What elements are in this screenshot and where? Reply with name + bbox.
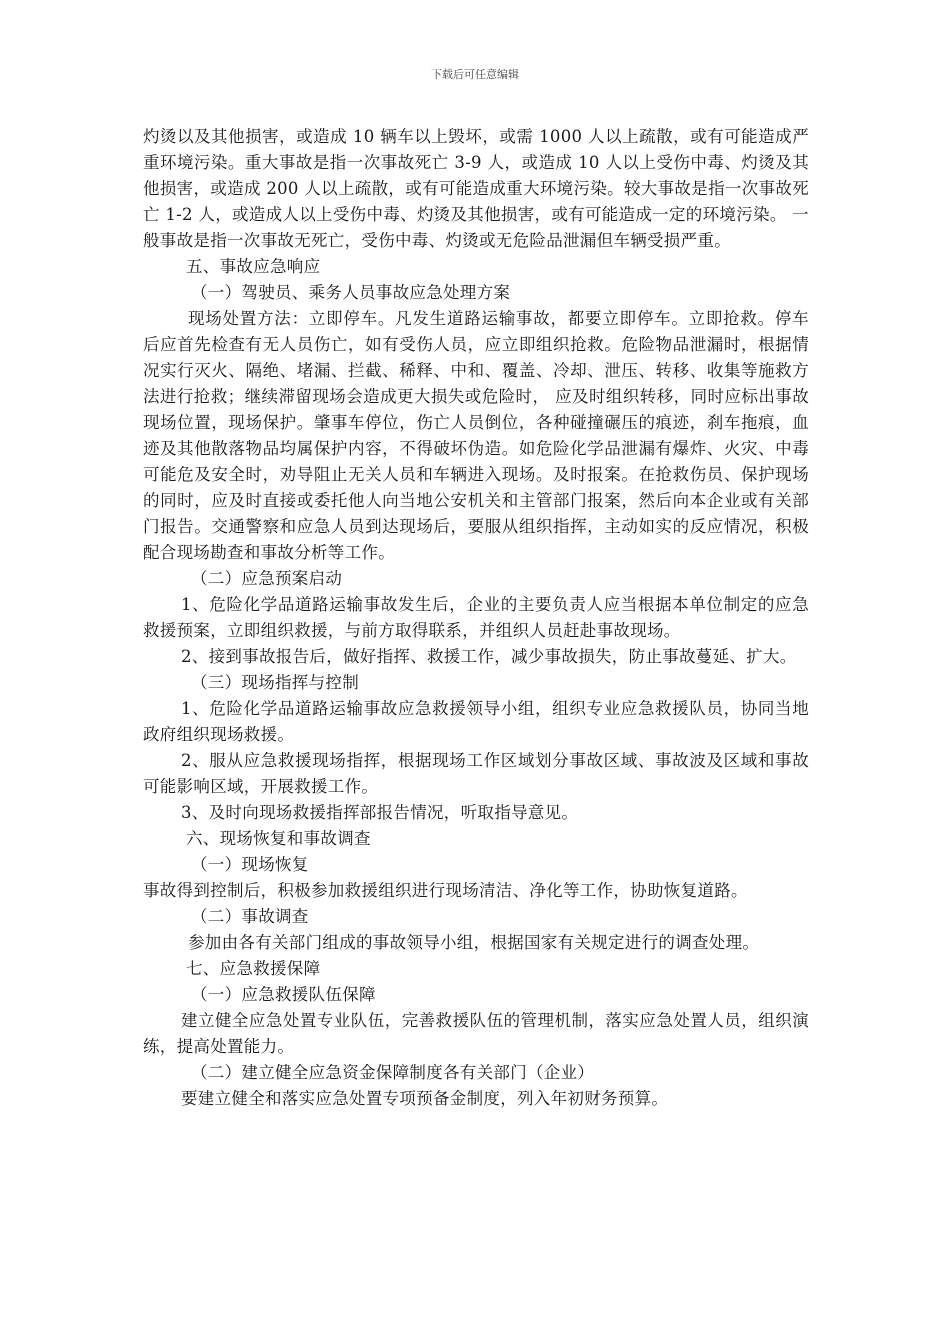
- document-body: [143, 124, 809, 1112]
- paragraph-team-guarantee: 建立健全应急处置专业队伍，完善救援队伍的管理机制，落实应急处置人员，组织演练，提高处置能力。: [143, 1011, 809, 1056]
- paragraph-fund-guarantee: 要建立健全和落实应急处置专项预备金制度，列入年初财务预算。: [181, 1089, 669, 1108]
- subsection-heading-7-1: （一）应急救援队伍保障: [191, 985, 376, 1004]
- subsection-heading-7-2: （二）建立健全应急资金保障制度各有关部门（企业）: [191, 1063, 595, 1082]
- paragraph-command-item-2: 2、服从应急救援现场指挥，根据现场工作区域划分事故区域、事故波及区域和事故可能影响区域，开展救援工作。: [143, 751, 809, 796]
- paragraph-command-item-1: 1、危险化学品道路运输事故应急救援领导小组，组织专业应急救援队员，协同当地政府组织现场救援。: [143, 699, 809, 744]
- section-heading-6: 六、现场恢复和事故调查: [186, 829, 371, 848]
- subsection-heading-5-1: （一）驾驶员、乘务人员事故应急处理方案: [191, 283, 511, 302]
- subsection-heading-6-1: （一）现场恢复: [191, 855, 309, 874]
- paragraph-investigation: 参加由各有关部门组成的事故领导小组，根据国家有关规定进行的调查处理。: [188, 933, 760, 952]
- subsection-heading-6-2: （二）事故调查: [191, 907, 309, 926]
- subsection-heading-5-3: （三）现场指挥与控制: [191, 673, 359, 692]
- section-heading-7: 七、应急救援保障: [186, 959, 321, 978]
- paragraph-plan-item-2: 2、接到事故报告后，做好指挥、救援工作，减少事故损失，防止事故蔓延、扩大。: [181, 647, 797, 666]
- paragraph-plan-item-1: 1、危险化学品道路运输事故发生后，企业的主要负责人应当根据本单位制定的应急救援预案，立即组织救援，与前方取得联系，并组织人员赶赴事故现场。: [143, 595, 809, 640]
- subsection-heading-5-2: （二）应急预案启动: [191, 569, 343, 588]
- page-header: 下载后可任意编辑: [431, 68, 519, 81]
- paragraph-site-recovery: 事故得到控制后，积极参加救援组织进行现场清洁、净化等工作，协助恢复道路。: [143, 881, 748, 900]
- paragraph-onsite-handling: 现场处置方法：立即停车。凡发生道路运输事故，都要立即停车。立即抢救。停车后应首先检查有无人员伤亡，如有受伤人员，应立即组织抢救。危险物品泄漏时，根据情况实行灭火、隔绝、堵漏、拦截、稀释、中和、覆盖、冷却、泄压、转移、收集等施救方法进行抢救；继续滞留现场会造成更大损失或危险时， 应及时组织转移，同时应标出事故现场位置，现场保护。肇事车停位，伤亡人员倒位，各种碰撞碾压的痕迹，刹车拖痕，血迹及其他散落物品均属保护内容，不得破坏伪造。如危险化学品泄漏有爆炸、火灾、中毒可能危及安全时，劝导阻止无关人员和车辆进入现场。及时报案。在抢救伤员、保护现场的同时，应及时直接或委托他人向当地公安机关和主管部门报案，然后向本企业或有关部门报告。交通警察和应急人员到达现场后，要服从组织指挥，主动如实的反应情况，积极配合现场勘查和事故分析等工作。: [143, 309, 809, 562]
- section-heading-5: 五、事故应急响应: [186, 257, 321, 276]
- paragraph-command-item-3: 3、及时向现场救援指挥部报告情况，听取指导意见。: [181, 803, 579, 822]
- paragraph-accident-levels: 灼烫以及其他损害，或造成 10 辆车以上毁坏，或需 1000 人以上疏散，或有可能造成严重环境污染。重大事故是指一次事故死亡 3-9 人，或造成 10 人以上受伤中毒、灼烫及其他损害，或造成 200 人以上疏散，或有可能造成重大环境污染。较大事故是指一次事故死亡 1-2 人，或造成人以上受伤中毒、灼烫及其他损害，或有可能造成一定的环境污染。 一般事故是指一次事故无死亡，受伤中毒、灼烫或无危险品泄漏但车辆受损严重。: [143, 127, 809, 250]
